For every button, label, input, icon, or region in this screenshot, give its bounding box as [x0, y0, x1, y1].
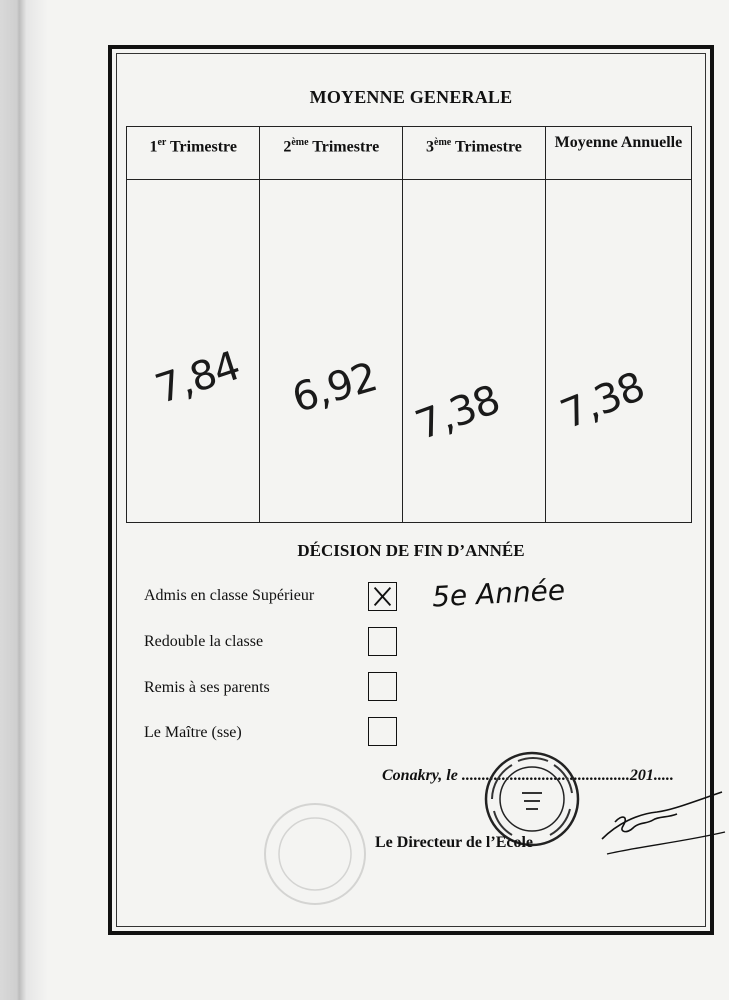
cell-trimestre-1 [127, 180, 260, 523]
option-label-admis: Admis en classe Supérieur [144, 587, 315, 604]
grade-trimestre-1: 7,84 [149, 342, 246, 414]
checkbox-remis[interactable] [368, 672, 397, 701]
option-label-remis: Remis à ses parents [144, 679, 270, 696]
grades-value-row [127, 180, 692, 523]
header-moyenne-annuelle: Moyenne Annuelle [545, 127, 691, 180]
document-title: MOYENNE GENERALE [309, 87, 513, 107]
checkbox-admis[interactable] [368, 582, 397, 611]
grade-trimestre-3: 7,38 [409, 376, 506, 450]
grades-header-row [127, 127, 692, 180]
header-trimestre-2: 2ème Trimestre [260, 127, 403, 180]
check-x-icon [369, 583, 396, 610]
cell-trimestre-3 [403, 180, 546, 523]
cell-trimestre-2 [260, 180, 403, 523]
cell-moyenne-annuelle [545, 180, 691, 523]
header-trimestre-3: 3ème Trimestre [403, 127, 546, 180]
checkbox-maitre[interactable] [368, 717, 397, 746]
decision-title: DÉCISION DE FIN D’ANNÉE [297, 541, 525, 560]
grade-moyenne-annuelle: 7,38 [554, 363, 651, 439]
checkbox-redouble[interactable] [368, 627, 397, 656]
director-signature-icon [597, 784, 727, 859]
faint-stamp-icon [260, 799, 370, 909]
page-edge-shadow [0, 0, 48, 1000]
grades-table [126, 126, 692, 523]
option-label-redouble: Redouble la classe [144, 633, 264, 650]
grade-trimestre-2: 6,92 [287, 354, 383, 422]
admitted-class-handwritten: 5e Année [431, 573, 566, 614]
option-label-maitre: Le Maître (sse) [144, 724, 242, 741]
document-frame [108, 45, 714, 935]
place-date-line: Conakry, le ..........................................201..... [382, 767, 674, 784]
header-trimestre-1: 1er Trimestre [127, 127, 260, 180]
director-signature-label: Le Directeur de l’Ecole [375, 834, 534, 851]
